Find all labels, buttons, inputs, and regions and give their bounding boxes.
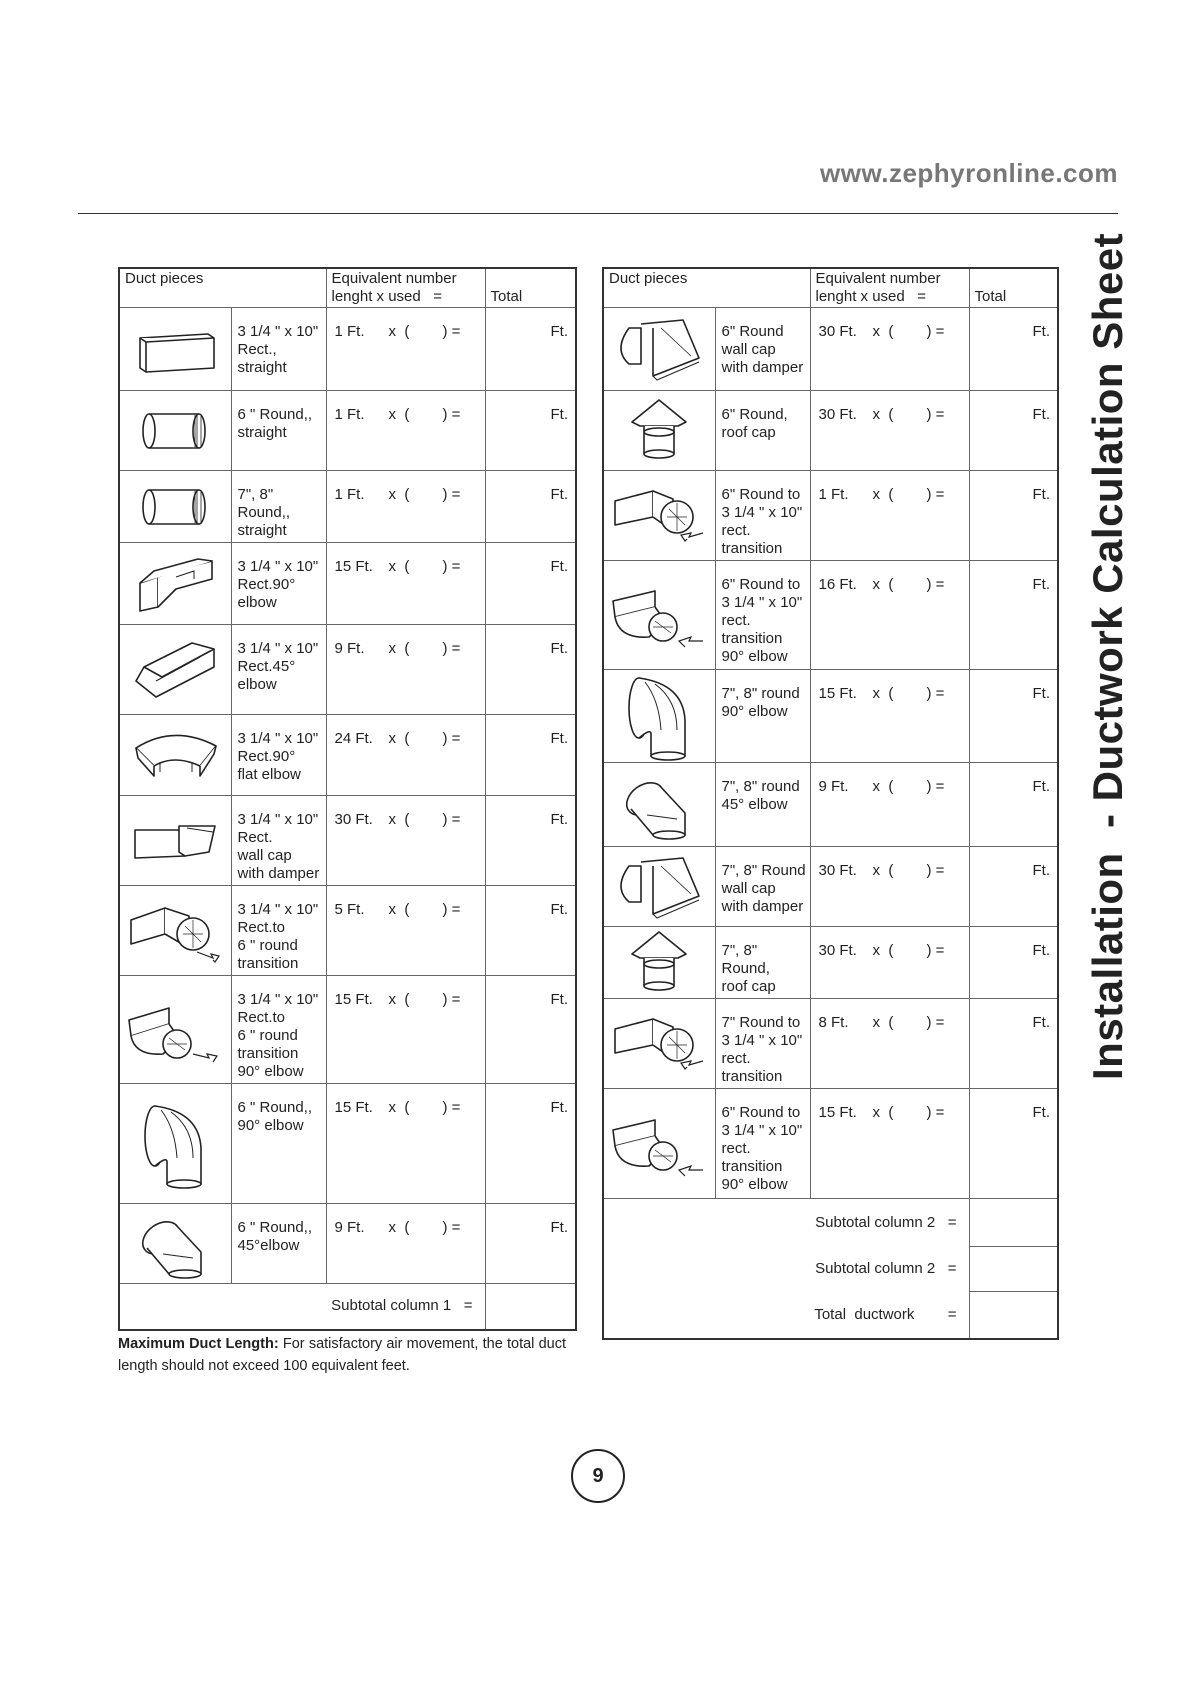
equivalent-length-cell [810,308,969,391]
close-paren-equals: ) = [442,406,461,423]
total-feet-field[interactable]: Ft. [485,796,576,886]
left-table-row [119,886,576,976]
rect-round-transition-icon [119,886,231,976]
round-rect-transition-icon [603,471,715,561]
left-table-row [119,391,576,471]
total-feet-field[interactable]: Ft. [485,1084,576,1204]
total-feet-field[interactable]: Ft. [969,471,1058,561]
equivalent-length-cell [810,763,969,847]
equivalent-length-cell [326,976,485,1084]
equivalent-length-cell [810,391,969,471]
round-wall-cap-icon [603,308,715,391]
equivalent-length-value: 15 Ft. [334,991,373,1008]
total-feet-field[interactable]: Ft. [485,471,576,543]
equivalent-length-value: 9 Ft. [334,640,365,657]
close-paren-equals: ) = [442,323,461,340]
total-feet-field[interactable]: Ft. [969,999,1058,1089]
multiply-open-paren: x ( [388,901,410,918]
duct-table-column-2 [602,267,1059,1340]
total-feet-field[interactable]: Ft. [969,927,1058,999]
duct-piece-description: 3 1/4 " x 10" Rect. wall cap with damper [231,796,326,886]
total-feet-field[interactable]: Ft. [485,391,576,471]
close-paren-equals: ) = [442,901,461,918]
total-feet-field[interactable]: Ft. [969,308,1058,391]
close-paren-equals: ) = [926,323,945,340]
equivalent-length-cell [810,561,969,670]
multiply-open-paren: x ( [388,558,410,575]
multiply-open-paren: x ( [388,486,410,503]
close-paren-equals: ) = [926,942,945,959]
left-table-row [119,543,576,625]
close-paren-equals: ) = [926,778,945,795]
equivalent-length-value: 1 Ft. [334,486,365,503]
duct-piece-description: 6" Round to 3 1/4 " x 10" rect. transition 90° elbow [715,561,810,670]
multiply-open-paren: x ( [872,406,894,423]
multiply-open-paren: x ( [388,406,410,423]
close-paren-equals: ) = [926,1014,945,1031]
round-45-elbow-icon [603,763,715,847]
total-feet-field[interactable]: Ft. [969,391,1058,471]
subtotal-column-1-field[interactable] [485,1284,576,1330]
multiply-open-paren: x ( [872,1104,894,1121]
duct-piece-description: 3 1/4 " x 10" Rect.to 6 " round transition [231,886,326,976]
multiply-open-paren: x ( [872,576,894,593]
total-feet-field[interactable]: Ft. [485,308,576,391]
right-table-row [603,561,1058,670]
rect-wall-cap-icon [119,796,231,886]
equivalent-length-value: 5 Ft. [334,901,365,918]
left-table-row [119,796,576,886]
round-90-elbow-icon [119,1084,231,1204]
equivalent-length-value: 15 Ft. [334,558,373,575]
total-feet-field[interactable]: Ft. [485,886,576,976]
equivalent-length-cell [326,625,485,715]
right-table-row [603,471,1058,561]
left-table-row [119,1084,576,1204]
duct-piece-description: 6" Round to 3 1/4 " x 10" rect. transition [715,471,810,561]
duct-piece-description: 7", 8" Round,, straight [231,471,326,543]
left-table-row [119,1204,576,1284]
total-feet-field[interactable]: Ft. [969,1089,1058,1199]
multiply-open-paren: x ( [872,486,894,503]
equivalent-length-value: 8 Ft. [818,1014,849,1031]
right-table-row [603,999,1058,1089]
duct-piece-description: 3 1/4 " x 10" Rect., straight [231,308,326,391]
equivalent-length-cell [326,1084,485,1204]
header-duct-pieces: Duct pieces [119,268,326,308]
duct-piece-description: 6" Round to 3 1/4 " x 10" rect. transition 90° elbow [715,1089,810,1199]
total-feet-field[interactable]: Ft. [485,715,576,796]
close-paren-equals: ) = [926,685,945,702]
equivalent-length-value: 9 Ft. [334,1219,365,1236]
equivalent-length-cell [810,471,969,561]
equivalent-length-value: 15 Ft. [818,1104,857,1121]
duct-piece-description: 6 " Round,, 45°elbow [231,1204,326,1284]
close-paren-equals: ) = [442,811,461,828]
close-paren-equals: ) = [442,730,461,747]
left-table-row [119,308,576,391]
close-paren-equals: ) = [926,406,945,423]
duct-piece-description: 7", 8" Round, roof cap [715,927,810,999]
equivalent-length-cell [810,927,969,999]
roof-cap-icon [603,391,715,471]
equivalent-length-cell [326,308,485,391]
equivalent-length-value: 15 Ft. [818,685,857,702]
equivalent-length-cell [810,999,969,1089]
round-rect-transition-icon [603,999,715,1089]
round-rect-transition-elbow-icon [603,1089,715,1199]
left-table-row [119,625,576,715]
total-feet-field[interactable]: Ft. [485,1204,576,1284]
equivalent-length-value: 24 Ft. [334,730,373,747]
equivalent-length-value: 15 Ft. [334,1099,373,1116]
multiply-open-paren: x ( [872,685,894,702]
close-paren-equals: ) = [442,486,461,503]
equivalent-length-cell [326,471,485,543]
close-paren-equals: ) = [926,862,945,879]
multiply-open-paren: x ( [388,1219,410,1236]
multiply-open-paren: x ( [388,811,410,828]
equivalent-length-value: 1 Ft. [334,323,365,340]
equivalent-length-value: 30 Ft. [334,811,373,828]
page-number: 9 [571,1449,625,1503]
round-90-elbow-icon [603,670,715,763]
close-paren-equals: ) = [442,640,461,657]
equivalent-length-cell [326,1204,485,1284]
rect-round-transition-elbow-icon [119,976,231,1084]
equivalent-length-value: 30 Ft. [818,323,857,340]
left-table-row [119,471,576,543]
website-url: www.zephyronline.com [820,158,1118,188]
total-feet-field[interactable]: Ft. [485,976,576,1084]
max-duct-length-note: Maximum Duct Length: For satisfactory air movement, the total duct length should not exceed 100 equivalent feet. [118,1336,566,1374]
total-ductwork-label: Total ductwork = [603,1292,969,1339]
duct-piece-description: 6" Round wall cap with damper [715,308,810,391]
duct-piece-description: 6 " Round,, 90° elbow [231,1084,326,1204]
round-45-elbow-icon [119,1204,231,1284]
total-ductwork-field[interactable] [969,1292,1058,1339]
equivalent-length-value: 1 Ft. [818,486,849,503]
close-paren-equals: ) = [442,991,461,1008]
close-paren-equals: ) = [926,1104,945,1121]
equivalent-length-value: 30 Ft. [818,942,857,959]
duct-piece-description: 7", 8" round 45° elbow [715,763,810,847]
duct-piece-description: 7", 8" Round wall cap with damper [715,847,810,927]
duct-piece-description: 6 " Round,, straight [231,391,326,471]
equivalent-length-value: 16 Ft. [818,576,857,593]
right-table-row [603,763,1058,847]
duct-piece-description: 7" Round to 3 1/4 " x 10" rect. transition [715,999,810,1089]
close-paren-equals: ) = [926,576,945,593]
equivalent-length-cell [326,391,485,471]
total-feet-field[interactable]: Ft. [969,670,1058,763]
total-feet-field[interactable]: Ft. [485,543,576,625]
rect-90-elbow-icon [119,543,231,625]
rect-straight-duct-icon [119,308,231,391]
equivalent-length-value: 30 Ft. [818,862,857,879]
subtotal-column-2-label: Subtotal column 2 = [603,1199,969,1247]
multiply-open-paren: x ( [388,730,410,747]
multiply-open-paren: x ( [388,991,410,1008]
subtotal-column-2-field[interactable] [969,1199,1058,1247]
duct-table-column-1 [118,267,577,1331]
left-table-row [119,715,576,796]
total-feet-field[interactable]: Ft. [969,763,1058,847]
duct-piece-description: 3 1/4 " x 10" Rect.45° elbow [231,625,326,715]
multiply-open-paren: x ( [388,323,410,340]
close-paren-equals: ) = [442,558,461,575]
equivalent-length-value: 1 Ft. [334,406,365,423]
equivalent-length-cell [810,1089,969,1199]
right-table-row [603,847,1058,927]
multiply-open-paren: x ( [872,1014,894,1031]
close-paren-equals: ) = [926,486,945,503]
total-feet-field[interactable]: Ft. [969,847,1058,927]
multiply-open-paren: x ( [872,862,894,879]
multiply-open-paren: x ( [872,942,894,959]
right-table-row [603,670,1058,763]
right-table-row [603,308,1058,391]
round-rect-transition-elbow-icon [603,561,715,670]
round-straight-duct-icon [119,391,231,471]
duct-piece-description: 3 1/4 " x 10" Rect.90° elbow [231,543,326,625]
round-straight-duct-icon [119,471,231,543]
multiply-open-paren: x ( [388,640,410,657]
round-wall-cap-icon [603,847,715,927]
equivalent-length-cell [326,886,485,976]
equivalent-length-cell [810,847,969,927]
right-table-row [603,391,1058,471]
multiply-open-paren: x ( [872,778,894,795]
subtotal-column-2-label: Subtotal column 2 = [603,1247,969,1292]
header-total: Total [485,268,576,308]
page-side-title: Installation - Ductwork Calculation Sheet [1084,232,1131,1080]
right-table-row [603,1089,1058,1199]
equivalent-length-cell [326,715,485,796]
roof-cap-icon [603,927,715,999]
equivalent-length-value: 9 Ft. [818,778,849,795]
duct-piece-description: 3 1/4 " x 10" Rect.90° flat elbow [231,715,326,796]
header-equivalent: Equivalent number lenght x used = [810,268,969,308]
header-divider [78,213,1118,214]
header-equivalent: Equivalent number lenght x used = [326,268,485,308]
subtotal-column-2-repeat-field[interactable] [969,1247,1058,1292]
multiply-open-paren: x ( [388,1099,410,1116]
close-paren-equals: ) = [442,1099,461,1116]
equivalent-length-cell [326,543,485,625]
equivalent-length-cell [326,796,485,886]
left-table-row [119,976,576,1084]
equivalent-length-cell [810,670,969,763]
close-paren-equals: ) = [442,1219,461,1236]
right-table-row [603,927,1058,999]
duct-piece-description: 6" Round, roof cap [715,391,810,471]
duct-piece-description: 3 1/4 " x 10" Rect.to 6 " round transition 90° elbow [231,976,326,1084]
header-total: Total [969,268,1058,308]
rect-flat-elbow-icon [119,715,231,796]
rect-45-elbow-icon [119,625,231,715]
equivalent-length-value: 30 Ft. [818,406,857,423]
header-duct-pieces: Duct pieces [603,268,810,308]
duct-piece-description: 7", 8" round 90° elbow [715,670,810,763]
total-feet-field[interactable]: Ft. [485,625,576,715]
total-feet-field[interactable]: Ft. [969,561,1058,670]
subtotal-column-1-label: Subtotal column 1 = [119,1284,485,1330]
multiply-open-paren: x ( [872,323,894,340]
